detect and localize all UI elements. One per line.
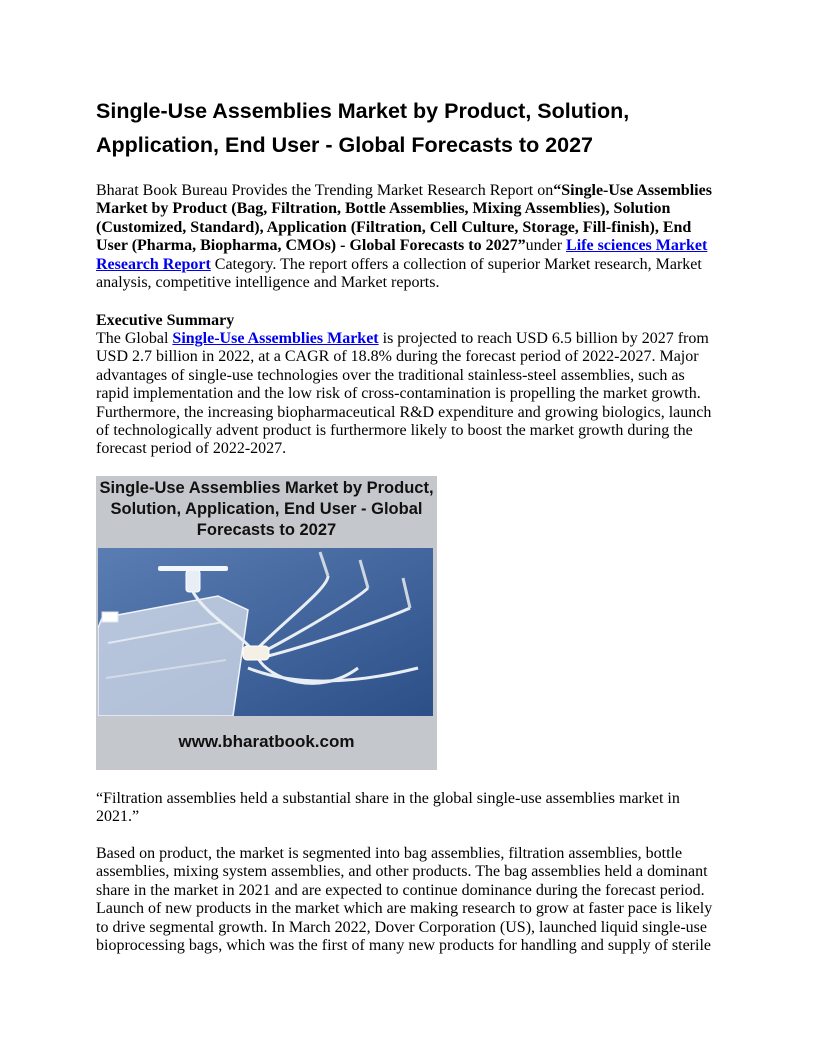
- report-cover-image: [96, 476, 437, 770]
- intro-paragraph: [96, 182, 720, 292]
- cover-url: www.bharatbook.com: [178, 732, 355, 751]
- summary-paragraph: [96, 330, 720, 459]
- product-paragraph: Based on product, the market is segmented into bag assemblies, filtration assemblies, bottle assemblies, mixing system assemblies, and other products. The bag assemblies held a dominant share in the market in 2021 and are expected to continue dominance during the forecast period. Launch of new products in the market which are making research to grow at faster pace is likely to drive segmental growth. In March 2022, Dover Corporation (US), launched liquid single-use bioprocessing bags, which was the first of many new products for handling and supply of sterile: [96, 845, 713, 955]
- clamp: [102, 612, 118, 622]
- report-name: “Single-Use Assemblies Market by Product (Bag, Filtration, Bottle Assemblies, Mixing Assemblies), Solution (Customized, Standard), Application (Filtration, Cell Culture, Storage, Fill-finish), End User (Pharma, Biopharma, CMOs) - Global Forecasts to 2027”: [96, 182, 712, 255]
- summary-body: is projected to reach USD 6.5 billion by 2027 from USD 2.7 billion in 2022, at a CAGR of 18.8% during the forecast period of 2022-2027. Major advantages of single-use technologies over the traditional stainless-steel assemblies, such as rapid implementation and the low risk of cross-contamination is propelling the market growth. Furthermore, the increasing biopharmaceutical R&D expenditure and growing biologics, launch of technologically advent product is furthermore likely to boost the market growth during the forecast period of 2022-2027.: [96, 330, 712, 458]
- quote-paragraph: “Filtration assemblies held a substantial share in the global single-use assemblies market in 2021.”: [96, 790, 680, 826]
- category-link[interactable]: Life sciences Market Research Report: [96, 237, 708, 273]
- bag-shape: [98, 596, 248, 716]
- market-link[interactable]: Single-Use Assemblies Market: [172, 330, 379, 347]
- page-title: Single-Use Assemblies Market by Product, Solution, Application, End User - Global Forecasts to 2027: [96, 99, 630, 157]
- single-use-bag-photo: [98, 548, 433, 716]
- intro-tail: Category. The report offers a collection of superior Market research, Market analysis, competitive intelligence and Market reports.: [96, 255, 702, 292]
- connector: [243, 646, 269, 660]
- intro-under: under: [525, 237, 567, 255]
- cover-title: Single-Use Assemblies Market by Product, Solution, Application, End User - Global Forecasts to 2027: [99, 479, 434, 539]
- intro-lead: Bharat Book Bureau Provides the Trending Market Research Report on: [96, 182, 554, 199]
- summary-lead: The Global: [96, 330, 173, 347]
- filter-housing: [186, 570, 200, 592]
- summary-heading: Executive Summary: [96, 312, 235, 329]
